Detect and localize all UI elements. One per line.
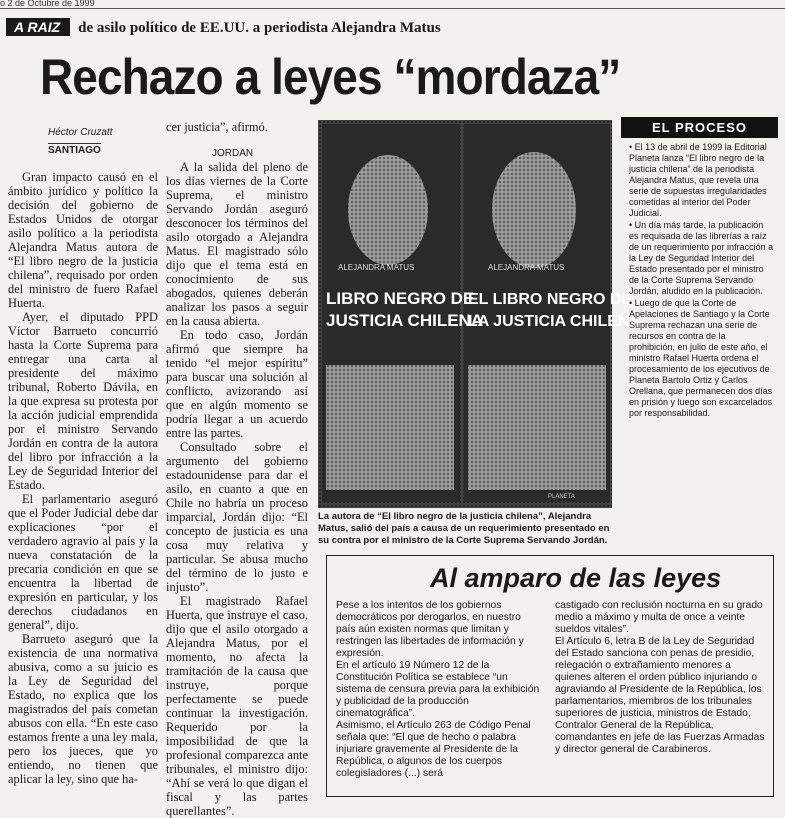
article-paragraph: Consultado sobre el argumento del gobierno estadounidense para dar el asilo, en cuanto a que en Chile no habría un proceso imparcial, Jordán dijo: “El concepto de justicia es una cosa muy relativa y particular. Se abusa mucho del término de lo justo e injusto”. bbox=[166, 440, 308, 594]
inset-paragraph: Asimismo, el Artículo 263 de Código Penal señala que: “El que de hecho o palabra injuriare gravemente al Presidente de la República, o algunos de los cuerpos colegisladores (...) será bbox=[336, 720, 531, 779]
article-paragraph: Gran impacto causó en el ámbito jurídico y político la decisión del gobierno de Estados Unidos de otorgar asilo político a la periodista Alejandra Matus autora de “El libro negro de la justicia chilena”, requisado por orden del ministro de fuero Rafael Huerta. bbox=[8, 170, 158, 310]
article-column-2 bbox=[166, 120, 308, 818]
inset-paragraph: castigado con reclusión nocturna en su grado medio a máximo y multa de once a veinte sueldos vitales”. bbox=[555, 600, 763, 635]
inset-paragraph: Pese a los intentos de los gobiernos democráticos por derogarlos, en nuestro país aún existen normas que limitan y restringen las libertades de información y expresión. bbox=[336, 600, 524, 659]
sidebar-item: • El 13 de abril de 1999 la Editorial Planeta lanza “El libro negro de la justicia chilena” de la periodista Alejandra Matus, que revela una serie de supuestas irregularidades cometidas al interior del Poder Judicial. bbox=[629, 142, 767, 218]
publisher-logo: PLANETA bbox=[548, 494, 575, 500]
book-author-left: ALEJANDRA MATUS bbox=[338, 263, 415, 272]
photo-illustration bbox=[318, 120, 642, 508]
inset-box-column-2 bbox=[555, 600, 765, 756]
article-paragraph: A la salida del pleno de los días viernes de la Corte Suprema, el ministro Servando Jordán aseguró desconocer los términos del asilo otorgado a Alejandra Matus. El magistrado sólo dijo que el tema está en conocimiento de sus abogados, quienes deberán analizar los pasos a seguir en la causa abierta. bbox=[166, 160, 308, 328]
sidebar-title: EL PROCESO bbox=[621, 117, 778, 138]
article-paragraph: Ayer, el diputado PPD Víctor Barrueto concurrió hasta la Corte Suprema para entregar una carta al presidente del máximo tribunal, Roberto Dávila, en la que expresa su protesta por la acción judicial emprendida por el ministro Servando Jordán en contra de la autora del libro por infracción a la Ley de Seguridad Interior del Estado. bbox=[8, 310, 158, 492]
byline-place: SANTIAGO bbox=[48, 145, 101, 156]
article-subhead: JORDAN bbox=[212, 148, 254, 159]
article-paragraph: En todo caso, Jordán afirmó que siempre ha tenido “el mejor espíritu” para buscar una solución al conflicto, avizorando así que en algún momento se podría llegar a un acuerdo entre las partes. bbox=[166, 328, 308, 440]
inset-paragraph: El Artículo 6, letra B de la Ley de Seguridad del Estado sanciona con penas de presidio, relegación o extrañamiento menores a quienes alteren el orden público injuriando o agraviando al Presidente de la República, los parlamentarios, miembros de los tribunales superiores de justicia, ministros de Estado, Contralor General de la República, comandantes en jefe de las Fuerzas Armadas y director general de Carabineros. bbox=[555, 636, 765, 755]
book-title-right-2: LA JUSTICIA CHILENA bbox=[468, 313, 642, 330]
sidebar-body bbox=[621, 138, 778, 419]
kicker-line bbox=[6, 18, 441, 38]
section-tag: A RAIZ bbox=[6, 18, 70, 36]
book-title-left-1: LIBRO NEGRO DE bbox=[326, 289, 475, 308]
article-paragraph: El magistrado Rafael Huerta, que instruye el caso, dijo que el asilo otorgado a Alejandra Matus, por el momento, no afecta la tramitación de la causa que instruye, porque perfectamente se puede continuar la investigación. Requerido por la imposibilidad de que la profesional comparezca ante tribunales, el ministro dijo: “Ahí se verá lo que digan el fiscal y las partes querellantes”. bbox=[166, 594, 308, 818]
article-column-1 bbox=[8, 170, 158, 786]
article-paragraph: El parlamentario aseguró que el Poder Judicial debe dar explicaciones “por el verdadero agravio al país y la nueva constatación de la precaria condición en que se encuentra la libertad de expresión en particular, y los derechos ciudadanos en general”, dijo. bbox=[8, 492, 158, 632]
inset-box-column-1 bbox=[336, 600, 542, 780]
book-author-right: ALEJANDRA MATUS bbox=[488, 263, 565, 272]
top-rule-dateline: o 2 de Octubre de 1999 bbox=[0, 0, 785, 9]
inset-box-title: Al amparo de las leyes bbox=[430, 563, 722, 593]
headline: Rechazo a leyes “mordaza” bbox=[40, 49, 621, 105]
byline-author: Héctor Cruzatt bbox=[48, 127, 113, 138]
sidebar-item: • Un día más tarde, la publicación es requisada de las librerías a raíz de un requerimiento por infracción a la Ley de Seguridad Interior del Estado presentado por el ministro de la Corte Suprema Servando Jordán, aludido en la publicación. bbox=[629, 220, 774, 296]
sidebar-el-proceso bbox=[621, 117, 778, 420]
book-cover-photo bbox=[318, 120, 642, 508]
book-title-left-2: JUSTICIA CHILENA bbox=[326, 311, 484, 330]
inset-paragraph: En el artículo 19 Número 12 de la Constitución Política se establece “un sistema de censura previa para la exhibición y publicidad de la producción cinematográfica”. bbox=[336, 660, 540, 719]
book-title-right-1: EL LIBRO NEGRO DE bbox=[468, 291, 633, 308]
kicker-text: de asilo político de EE.UU. a periodista Alejandra Matus bbox=[78, 20, 441, 36]
sidebar-item: • Luego de que la Corte de Apelaciones de Santiago y la Corte Suprema rechazan una serie de recursos en contra de la prohibición, en julio de este año, el ministro Rafael Huerta ordena el procesamiento de los ejecutivos de Planeta Bartolo Ortiz y Carlos Orellana, que permanecen dos días en prisión y luego son excarcelados por responsabilidad. bbox=[629, 298, 773, 418]
article-paragraph-continued: cer justicia”, afirmó. bbox=[166, 120, 268, 134]
photo-caption: La autora de “El libro negro de la justicia chilena”, Alejandra Matus, salió del país a causa de un requerimiento presentado en su contra por el ministro de la Corte Suprema Servando Jordán. bbox=[318, 511, 610, 546]
article-paragraph: Barrueto aseguró que la existencia de una normativa abusiva, como a su juicio es la Ley de Seguridad del Estado, no explica que los magistrados del país cometan abusos con ella. “En este caso estamos frente a una ley mala, pero los jueces, que yo entiendo, no tienen que aplicar la ley, sino que ha- bbox=[8, 632, 159, 786]
